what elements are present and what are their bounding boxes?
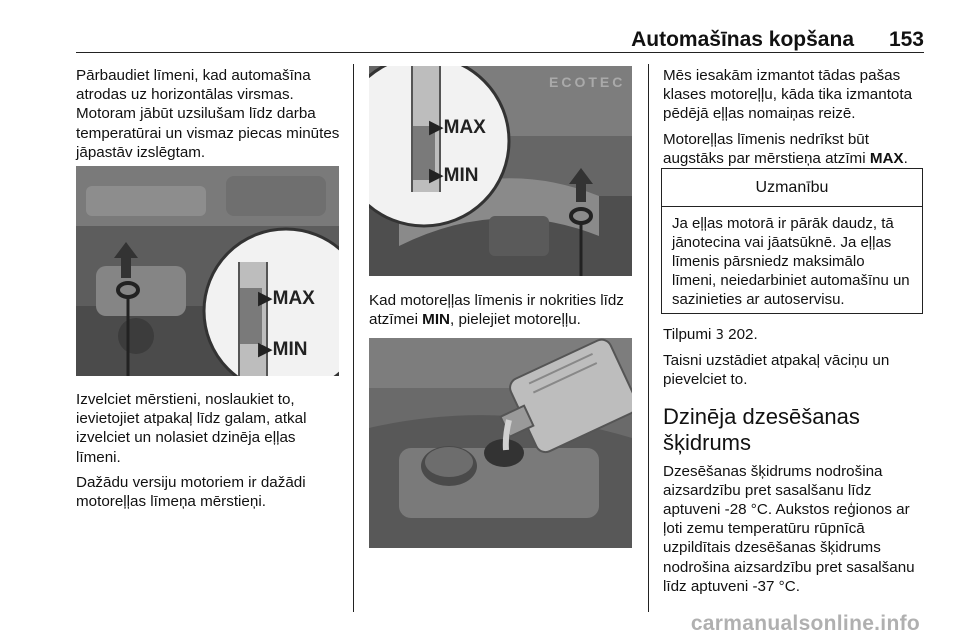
- text-fragment: Tilpumi: [663, 326, 712, 343]
- pointer-triangle-icon: ▶: [258, 288, 273, 309]
- reference-page-link[interactable]: 202.: [723, 326, 758, 343]
- max-label-2: [429, 116, 486, 139]
- engine-brand-text: ECOTEC: [549, 74, 626, 90]
- paragraph-add-oil: [369, 291, 637, 329]
- max-label-1: [258, 287, 315, 310]
- text-fragment: Motoreļļas līmenis nedrīkst būt augstāks par mērstieņa atzīmi: [663, 130, 870, 167]
- warning-callout: [661, 168, 923, 314]
- heading-line: šķidrums: [663, 429, 752, 455]
- paragraph-pull-dipstick: Izvelciet mērstieni, noslaukiet to, ievietojiet atpakaļ līdz galam, atkal izvelciet un nolasiet dzinēja eļļas līmeni.: [76, 391, 307, 466]
- paragraph-refit-cap: Taisni uzstādiet atpakaļ vāciņu un pievelciet to.: [663, 352, 890, 389]
- pointer-triangle-icon: ▶: [258, 339, 273, 360]
- column-divider-1: [353, 64, 354, 612]
- max-bold-text: MAX: [869, 149, 904, 167]
- header-rule: [76, 52, 924, 53]
- section-heading-coolant: [663, 404, 925, 456]
- figure-dipstick-2: [369, 66, 632, 276]
- min-label-1: [258, 338, 307, 361]
- header-title: Automašīnas kopšana: [631, 28, 854, 51]
- figure-pour-oil: [369, 338, 632, 548]
- pour-oil-illustration: [369, 338, 632, 548]
- paragraph-max-level: [663, 130, 925, 168]
- callout-body: Ja eļļas motorā ir pārāk daudz, tā jānotecina vai jāatsūknē. Ja eļļas līmenis pārsniedz maksimālo līmeni, neiedarbiniet automašīnu un sazinieties ar autoservisu.: [672, 215, 910, 308]
- min-mark-text: MIN: [272, 339, 308, 360]
- max-mark-text: MAX: [443, 117, 486, 138]
- engine-illustration-2: [369, 66, 632, 276]
- text-fragment: .: [903, 149, 908, 167]
- paragraph-coolant: Dzesēšanas šķidrums nodrošina aizsardzību pret sasalšanu līdz aptuveni -28 °C. Aukstos reģionos ar ļoti zemu temperatūru rūpnīcā uzpildītais dzesēšanas šķidrums nodrošina aizsardzību pret sasalšanu līdz aptuveni -37 °C.: [663, 462, 915, 595]
- min-mark-text: MIN: [443, 165, 479, 186]
- reference-arrow-icon[interactable]: 3: [715, 328, 724, 343]
- text-fragment: , pielejiet motoreļļu.: [450, 311, 581, 329]
- text-fragment: Kad motoreļļas līmenis ir nokrities līdz atzīmei: [369, 292, 624, 329]
- pointer-triangle-icon: ▶: [429, 117, 444, 138]
- paragraph-dipstick-versions: Dažādu versiju motoriem ir dažādi motoreļļas līmeņa mērstieņi.: [76, 473, 306, 511]
- heading-line: Dzinēja dzesēšanas: [663, 403, 860, 429]
- max-mark-text: MAX: [272, 288, 315, 309]
- page-header: [76, 28, 924, 52]
- page-number: 153: [888, 28, 924, 51]
- pointer-triangle-icon: ▶: [429, 165, 444, 186]
- min-bold-text: MIN: [422, 311, 451, 329]
- callout-title: Uzmanību: [662, 169, 922, 207]
- column-3-top: [663, 66, 925, 174]
- column-1-top: [76, 66, 344, 168]
- watermark: carmanualsonline.info: [690, 612, 920, 635]
- figure-dipstick-1: [76, 166, 339, 376]
- column-3-bottom: [663, 325, 925, 602]
- paragraph-check-level: Pārbaudiet līmeni, kad automašīna atrodas uz horizontālas virsmas. Motoram jābūt uzsilušam līdz darba temperatūrai un vismaz piecas minūtes jāpastāv izslēgtam.: [76, 67, 340, 161]
- column-divider-2: [648, 64, 649, 612]
- paragraph-capacities: [663, 325, 925, 345]
- paragraph-oil-recommendation: Mēs iesakām izmantot tādas pašas klases motoreļļu, kāda tika izmantota pēdējā eļļas nomaiņas reizē.: [663, 67, 913, 123]
- min-label-2: [429, 164, 478, 187]
- column-2-text: [369, 291, 637, 335]
- column-1-bottom: [76, 390, 344, 517]
